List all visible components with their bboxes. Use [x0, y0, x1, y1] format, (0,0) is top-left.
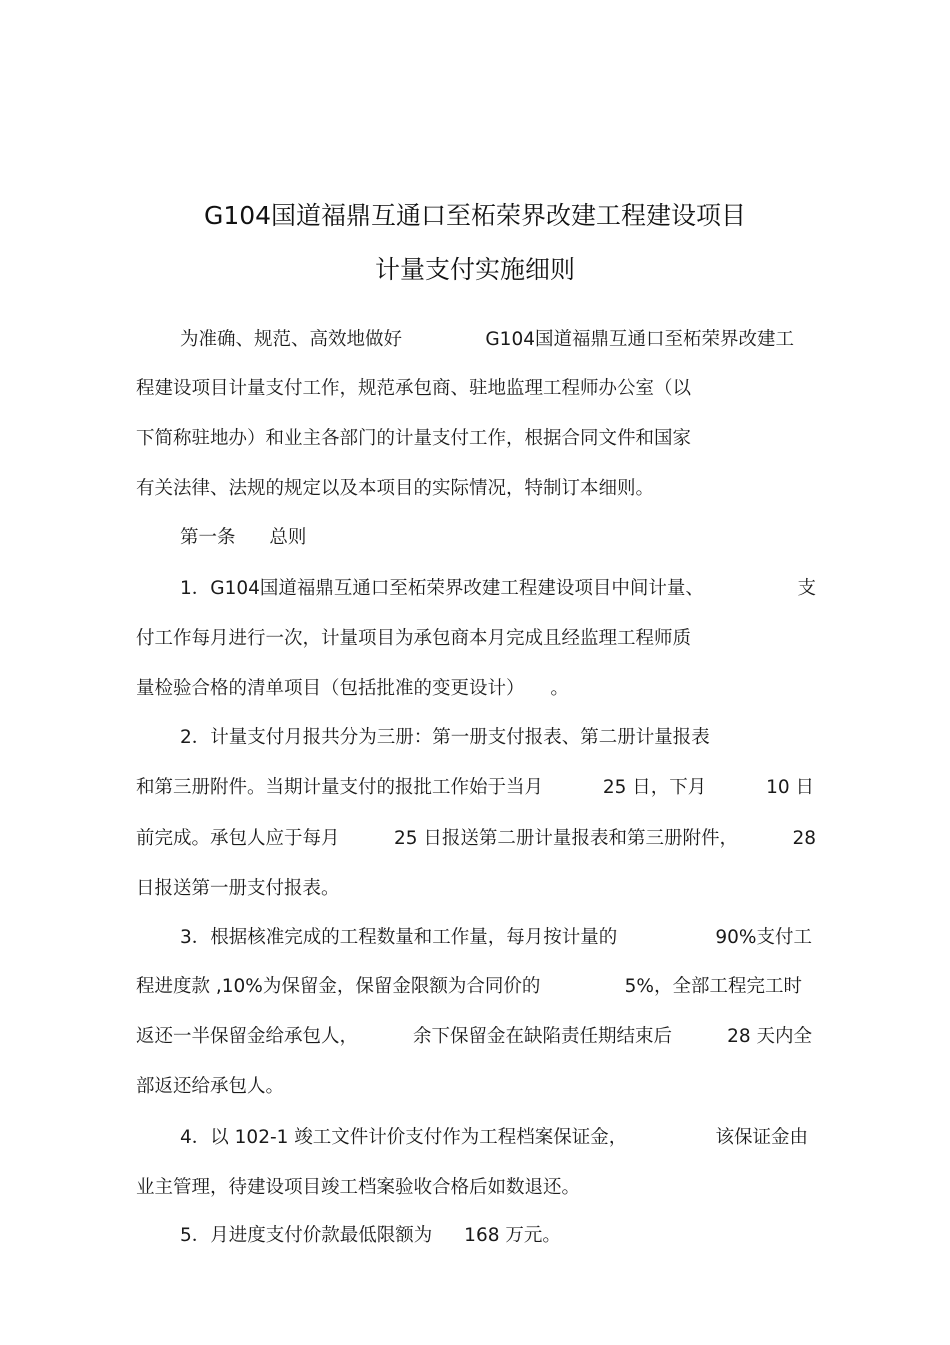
item-text: 25 日，下月 [602, 777, 707, 798]
item-text: 返还一半保留金给承包人， [136, 1026, 359, 1047]
item-2-line-1: 2．计量支付月报共分为三册：第一册支付报表、第二册计量报表 [180, 727, 710, 748]
item-3-line-4: 部返还给承包人。 [136, 1076, 285, 1097]
item-text: 程进度款 ,10%为保留金，保留金限额为合同价的 [136, 976, 541, 997]
intro-text: 为准确、规范、高效地做好 [180, 329, 403, 350]
item-4-line-2: 业主管理，待建设项目竣工档案验收合格后如数退还。 [136, 1177, 581, 1198]
item-text: 1．G104国道福鼎互通口至柘荣界改建工程建设项目中间计量、 [180, 578, 704, 599]
item-text: 3．根据核准完成的工程数量和工作量，每月按计量的 [180, 927, 618, 948]
item-text: 余下保留金在缺陷责任期结束后 [413, 1026, 673, 1047]
item-text: 28 天内全 [727, 1026, 812, 1047]
item-text: 90%支付工 [715, 927, 812, 948]
article-heading [180, 525, 306, 551]
item-3-line-3 [136, 1024, 812, 1050]
item-1-line-1 [180, 576, 816, 602]
item-text: 25 日报送第二册计量报表和第三册附件， [394, 828, 738, 849]
item-text: 量检验合格的清单项目（包括批准的变更设计） [136, 678, 525, 699]
item-3-line-1 [180, 925, 812, 951]
intro-text: G104国道福鼎互通口至柘荣界改建工 [485, 329, 794, 350]
item-2-line-3 [136, 826, 816, 852]
item-text: 168 万元。 [464, 1225, 561, 1246]
item-5-line-1 [180, 1223, 561, 1249]
item-text: 5%，全部工程完工时 [624, 976, 802, 997]
item-4-line-1 [180, 1125, 808, 1151]
item-text: 4．以 102-1 竣工文件计价支付作为工程档案保证金， [180, 1127, 628, 1148]
item-text: 5．月进度支付价款最低限额为 [180, 1225, 433, 1246]
article-number: 第一条 [180, 527, 236, 548]
document-title: G104国道福鼎互通口至柘荣界改建工程建设项目 [203, 201, 747, 230]
article-name: 总则 [269, 527, 307, 548]
intro-line-1 [180, 327, 794, 353]
item-text: 和第三册附件。当期计量支付的报批工作始于当月 [136, 777, 544, 798]
item-1-line-2: 付工作每月进行一次，计量项目为承包商本月完成且经监理工程师质 [136, 628, 692, 649]
item-text: 该保证金由 [715, 1127, 808, 1148]
item-text: 。 [550, 678, 569, 699]
item-2-line-4: 日报送第一册支付报表。 [136, 878, 340, 899]
intro-line-3: 下简称驻地办）和业主各部门的计量支付工作，根据合同文件和国家 [136, 428, 692, 449]
item-text: 28 [792, 828, 816, 849]
document-subtitle: 计量支付实施细则 [374, 255, 575, 284]
item-text: 10 日 [766, 777, 814, 798]
item-text: 前完成。承包人应于每月 [136, 828, 340, 849]
item-1-line-3 [136, 676, 569, 702]
intro-line-4: 有关法律、法规的规定以及本项目的实际情况，特制订本细则。 [136, 478, 655, 499]
intro-line-2: 程建设项目计量支付工作，规范承包商、驻地监理工程师办公室（以 [136, 378, 692, 399]
item-2-line-2 [136, 775, 814, 801]
item-text: 支 [797, 578, 816, 599]
item-3-line-2 [136, 974, 802, 1000]
